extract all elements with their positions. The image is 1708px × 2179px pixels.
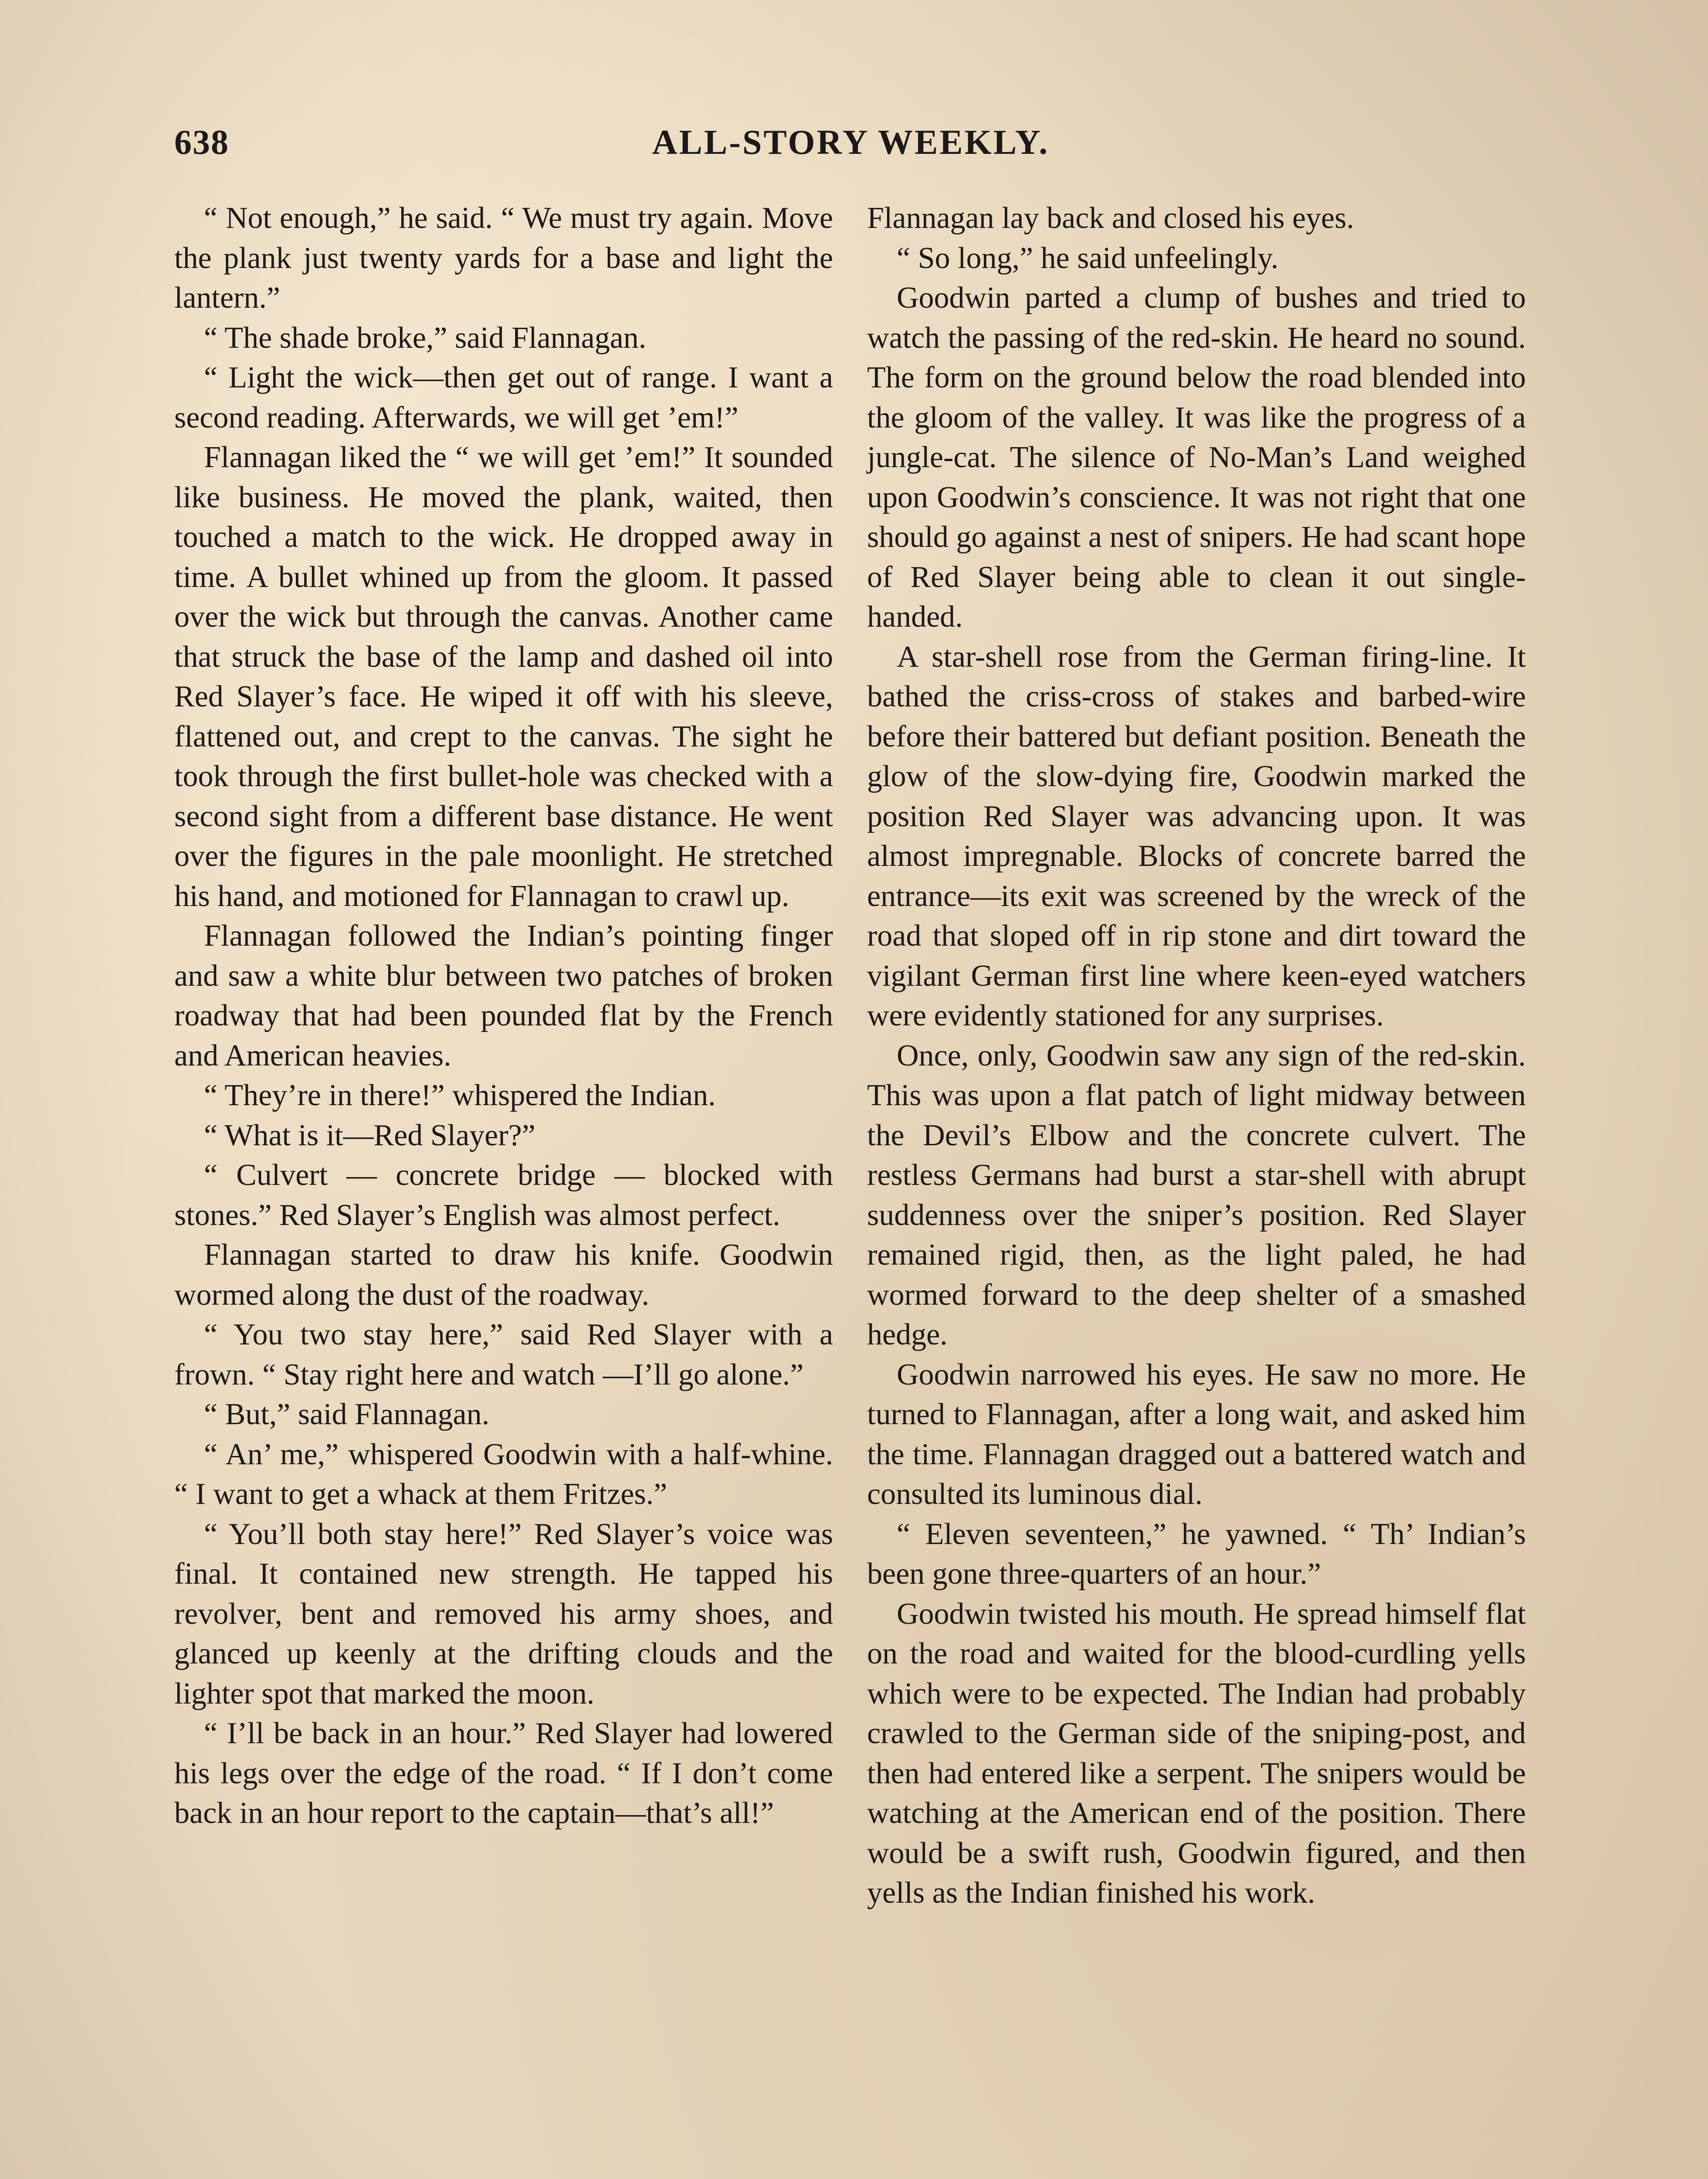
paragraph: “ Light the wick—then get out of range. I want a second reading. Afterwards, we will get ’em!” <box>174 361 833 434</box>
paragraph: “ I’ll be back in an hour.” Red Slayer had lowered his legs over the edge of the road. “ If I don’t come back in an hour report to the captain—that’s all!” <box>174 1717 833 1830</box>
page-header <box>174 123 1527 171</box>
paragraph: “ You two stay here,” said Red Slayer with a frown. “ Stay right here and watch —I’ll go alone.” <box>174 1318 833 1392</box>
right-column <box>867 198 1526 1913</box>
paragraph: “ Not enough,” he said. “ We must try again. Move the plank just twenty yards for a base and light the lantern.” <box>174 201 833 315</box>
paragraph: Flannagan started to draw his knife. Goodwin wormed along the dust of the roadway. <box>174 1238 833 1312</box>
paragraph: A star-shell rose from the German firing-line. It bathed the criss-cross of stakes and barbed-wire before their battered but defiant position. Beneath the glow of the slow-dying fire, Goodwin marked the position Red Slayer was advancing upon. It was almost impregnable. Blocks of concrete barred the entrance—its exit was screened by the wreck of the road that sloped off in rip stone and dirt toward the vigilant German first line where keen-eyed watchers were evidently stationed for any surprises. <box>867 640 1526 1032</box>
paragraph: “ What is it—Red Slayer?” <box>204 1118 535 1152</box>
continued-paragraph: Flannagan lay back and closed his eyes. <box>867 201 1354 235</box>
page-number: 638 <box>174 123 229 162</box>
paragraph: “ You’ll both stay here!” Red Slayer’s voice was final. It contained new strength. He tapped his revolver, bent and removed his army shoes, and glanced up keenly at the drifting clouds and the lighter spot that marked the moon. <box>174 1517 833 1711</box>
paragraph: “ They’re in there!” whispered the Indian. <box>204 1079 716 1112</box>
paragraph: Goodwin twisted his mouth. He spread himself flat on the road and waited for the blood-curdling yells which were to be expected. The Indian had probably crawled to the German side of the sniping-post, and then had entered like a serpent. The snipers would be watching at the American end of the position. There would be a swift rush, Goodwin figured, and then yells as the Indian finished his work. <box>867 1597 1526 1910</box>
paragraph: Once, only, Goodwin saw any sign of the red-skin. This was upon a flat patch of light midway between the Devil’s Elbow and the concrete culvert. The restless Germans had burst a star-shell with abrupt suddenness over the sniper’s position. Red Slayer remained rigid, then, as the light paled, he had wormed forward to the deep shelter of a smashed hedge. <box>867 1039 1526 1351</box>
paragraph: Goodwin parted a clump of bushes and tried to watch the passing of the red-skin. He heard no sound. The form on the ground below the road blended into the gloom of the valley. It was like the progress of a jungle-cat. The silence of No-Man’s Land weighed upon Goodwin’s conscience. It was not right that one should go against a nest of snipers. He had scant hope of Red Slayer being able to clean it out single-handed. <box>867 281 1526 634</box>
paragraph: “ But,” said Flannagan. <box>204 1398 490 1431</box>
paragraph: Goodwin narrowed his eyes. He saw no more. He turned to Flannagan, after a long wait, and asked him the time. Flannagan dragged out a battered watch and consulted its luminous dial. <box>867 1358 1526 1511</box>
paragraph: Flannagan liked the “ we will get ’em!” It sounded like business. He moved the plank, waited, then touched a match to the wick. He dropped away in time. A bullet whined up from the gloom. It passed over the wick but through the canvas. Another came that struck the base of the lamp and dashed oil into Red Slayer’s face. He wiped it off with his sleeve, flattened out, and crept to the canvas. The sight he took through the first bullet-hole was checked with a second sight from a different base distance. He went over the figures in the pale moonlight. He stretched his hand, and motioned for Flannagan to crawl up. <box>174 441 833 913</box>
running-head: ALL-STORY WEEKLY. <box>652 123 1050 162</box>
paragraph: “ The shade broke,” said Flannagan. <box>204 321 647 355</box>
paragraph: “ Culvert — concrete bridge — blocked with stones.” Red Slayer’s English was almost perfect. <box>174 1158 833 1232</box>
left-column <box>174 198 833 1833</box>
paragraph: “ An’ me,” whispered Goodwin with a half-whine. “ I want to get a whack at them Fritzes.” <box>174 1437 833 1511</box>
paragraph: “ Eleven seventeen,” he yawned. “ Th’ Indian’s been gone three-quarters of an hour.” <box>867 1517 1526 1591</box>
paragraph: Flannagan followed the Indian’s pointing finger and saw a white blur between two patches of broken roadway that had been pounded flat by the French and American heavies. <box>174 919 833 1073</box>
paragraph: “ So long,” he said unfeelingly. <box>897 241 1279 275</box>
